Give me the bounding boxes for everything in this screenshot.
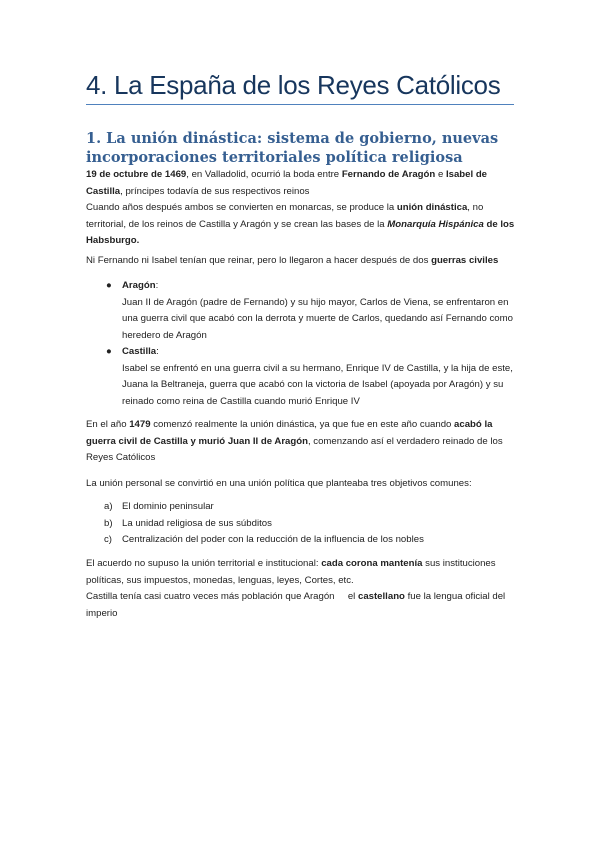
castellano-text: castellano [357,591,405,602]
text-span: Ni Fernando ni Isabel tenían que reinar, pero lo llegaron a hacer después de dos [86,255,432,266]
list-text: La unidad religiosa de sus súbditos [122,517,272,529]
bullet-label: Aragón [122,280,156,291]
text-span: comenzó realmente la unión dinástica, ya que fue en este año cuando [150,419,455,430]
list-item [86,532,518,549]
page-title: 4. La España de los Reyes Católicos [86,70,501,100]
bullet-list [86,278,518,410]
text-span: , no territorial, de los reinos de Castilla y Aragón y se crean las bases de la [86,202,484,230]
text-span: Castilla tenía casi cuatro veces más población que Aragón el [86,591,358,602]
text-span: , príncipes todavía de sus respectivos reinos [120,185,310,197]
list-text: Centralización del poder con la reducción de la influencia de los nobles [122,534,424,545]
bullet-icon: ● [106,280,112,291]
list-item [86,516,518,533]
text-span: , comenzando así el verdadero reinado de los Reyes Católicos [86,435,503,463]
paragraph-objetivos: La unión personal se convirtió en una unión política que planteaba tres objetivos comunes: [86,478,472,489]
text-span: En el año [86,419,130,430]
cada-corona-text: cada corona mantenía [321,558,423,569]
bullet-icon: ● [106,346,112,357]
paragraph-acuerdo [86,556,516,622]
date-text: 19 de octubre de 1469 [86,169,187,180]
year-text: 1479 [129,419,151,430]
bullet-text: Juan II de Aragón (padre de Fernando) y su hijo mayor, Carlos de Viena, se enfrentaron en una guerra civil que acabó con la derrota y muerte de Carlos, quedando así Fernando como heredero de Aragón [122,296,513,341]
list-item [86,499,518,516]
list-marker: c) [104,534,112,545]
text-span: e [435,169,446,180]
union-text: unión dinástica [396,202,468,213]
list-item [86,278,518,344]
acabo-text: acabó la guerra civil de Castilla y murió Juan II de Aragón [86,419,493,447]
text-span: sus instituciones políticas, sus impuestos, monedas, lenguas, leyes, Cortes, etc. [86,558,496,586]
habsburgo-text: de los Habsburgo. [86,218,515,246]
isabel-text: Isabel de Castilla [86,169,488,197]
text-span: fue la lengua oficial del imperio [86,591,506,619]
text-span: El acuerdo no supuso la unión territorial e institucional: [86,558,322,569]
colon: : [155,280,159,291]
guerras-text: guerras civiles [431,255,499,266]
title-underline [86,104,514,105]
monarquia-text: Monarquía Hispánica [387,218,484,230]
bullet-label: Castilla [122,346,157,357]
objectives-list [86,499,518,549]
section-heading: 1. La unión dinástica: sistema de gobierno, nuevas incorporaciones territoriales política religiosa [86,130,499,166]
colon: : [156,346,159,357]
list-text: El dominio peninsular [122,501,214,512]
list-marker: a) [104,501,113,512]
list-item [86,344,518,410]
list-marker: b) [104,517,113,529]
paragraph-1479 [86,417,516,467]
paragraph-boda [86,167,516,250]
paragraph-guerras [86,253,516,270]
text-span: Cuando años después ambos se convierten en monarcas, se produce la [86,202,397,213]
text-span: , en Valladolid, ocurrió la boda entre [186,169,342,180]
fernando-text: Fernando de Aragón [341,169,436,180]
bullet-text: Isabel se enfrentó en una guerra civil a su hermano, Enrique IV de Castilla, y la hija de este, Juana la Beltraneja, guerra que acabó con la victoria de Isabel (apoyada por Aragón) y su reinado como reina de Castilla cuando murió Enrique IV [122,362,513,407]
